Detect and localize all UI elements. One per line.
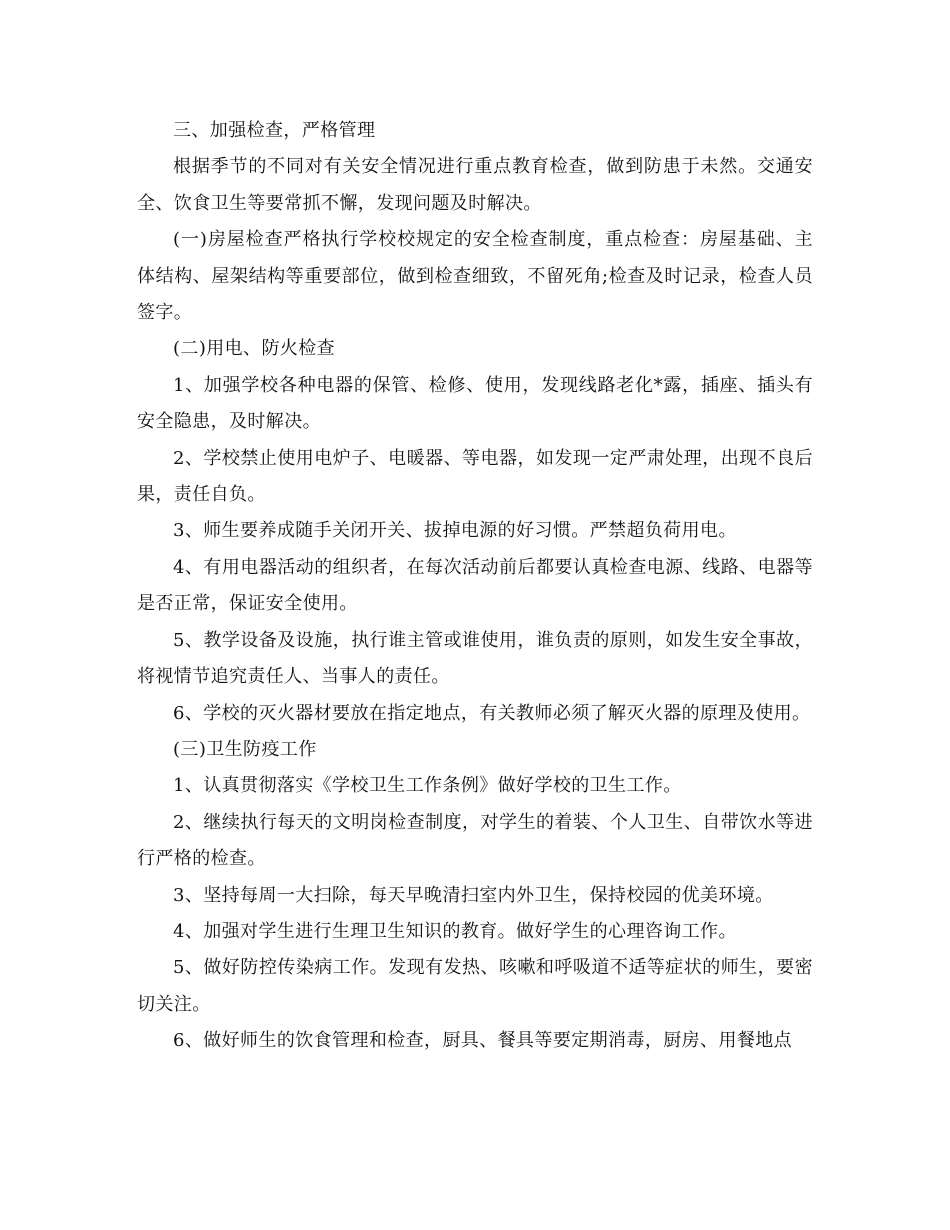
list-item-electric-6: 6、学校的灭火器材要放在指定地点，有关教师必须了解灭火器的原理及使用。 [173, 702, 811, 724]
list-item-electric-4: 4、有用电器活动的组织者，在每次活动前后都要认真检查电源、线路、电器等是否正常，保证安全使用。 [137, 556, 813, 615]
list-item-hygiene-1: 1、认真贯彻落实《学校卫生工作条例》做好学校的卫生工作。 [173, 775, 682, 797]
list-item-electric-5: 5、教学设备及设施，执行谁主管或谁使用，谁负责的原则，如发生安全事故，将视情节追究责任人、当事人的责任。 [137, 629, 813, 688]
list-item-electric-2: 2、学校禁止使用电炉子、电暖器、等电器，如发现一定严肃处理，出现不良后果，责任自负。 [137, 447, 813, 506]
subheading-electricity-fire: (二)用电、防火检查 [173, 338, 336, 360]
list-item-hygiene-5: 5、做好防控传染病工作。发现有发热、咳嗽和呼吸道不适等症状的师生，要密切关注。 [137, 957, 813, 1015]
list-item-hygiene-2: 2、继续执行每天的文明岗检查制度，对学生的着装、个人卫生、自带饮水等进行严格的检查。 [137, 811, 813, 870]
list-item-hygiene-6: 6、做好师生的饮食管理和检查，厨具、餐具等要定期消毒，厨房、用餐地点 [173, 1030, 793, 1052]
list-item-hygiene-4: 4、加强对学生进行生理卫生知识的教育。做好学生的心理咨询工作。 [173, 920, 737, 942]
paragraph-building-inspection: (一)房屋检查严格执行学校校规定的安全检查制度，重点检查：房屋基础、主体结构、屋架结构等重要部位，做到检查细致，不留死角;检查及时记录，检查人员签字。 [137, 229, 813, 324]
list-item-hygiene-3: 3、坚持每周一大扫除，每天早晚清扫室内外卫生，保持校园的优美环境。 [173, 884, 774, 906]
document-body [137, 113, 813, 1060]
list-item-electric-1: 1、加强学校各种电器的保管、检修、使用，发现线路老化*露，插座、插头有安全隐患，及时解决。 [137, 374, 813, 433]
section-heading-inspection: 三、加强检查，严格管理 [173, 120, 376, 141]
paragraph-seasonal-inspection: 根据季节的不同对有关安全情况进行重点教育检查，做到防患于未然。交通安全、饮食卫生等要常抓不懈，发现问题及时解决。 [137, 156, 813, 214]
list-item-electric-3: 3、师生要养成随手关闭开关、拔掉电源的好习惯。严禁超负荷用电。 [173, 520, 737, 542]
subheading-hygiene-epidemic: (三)卫生防疫工作 [173, 738, 317, 760]
